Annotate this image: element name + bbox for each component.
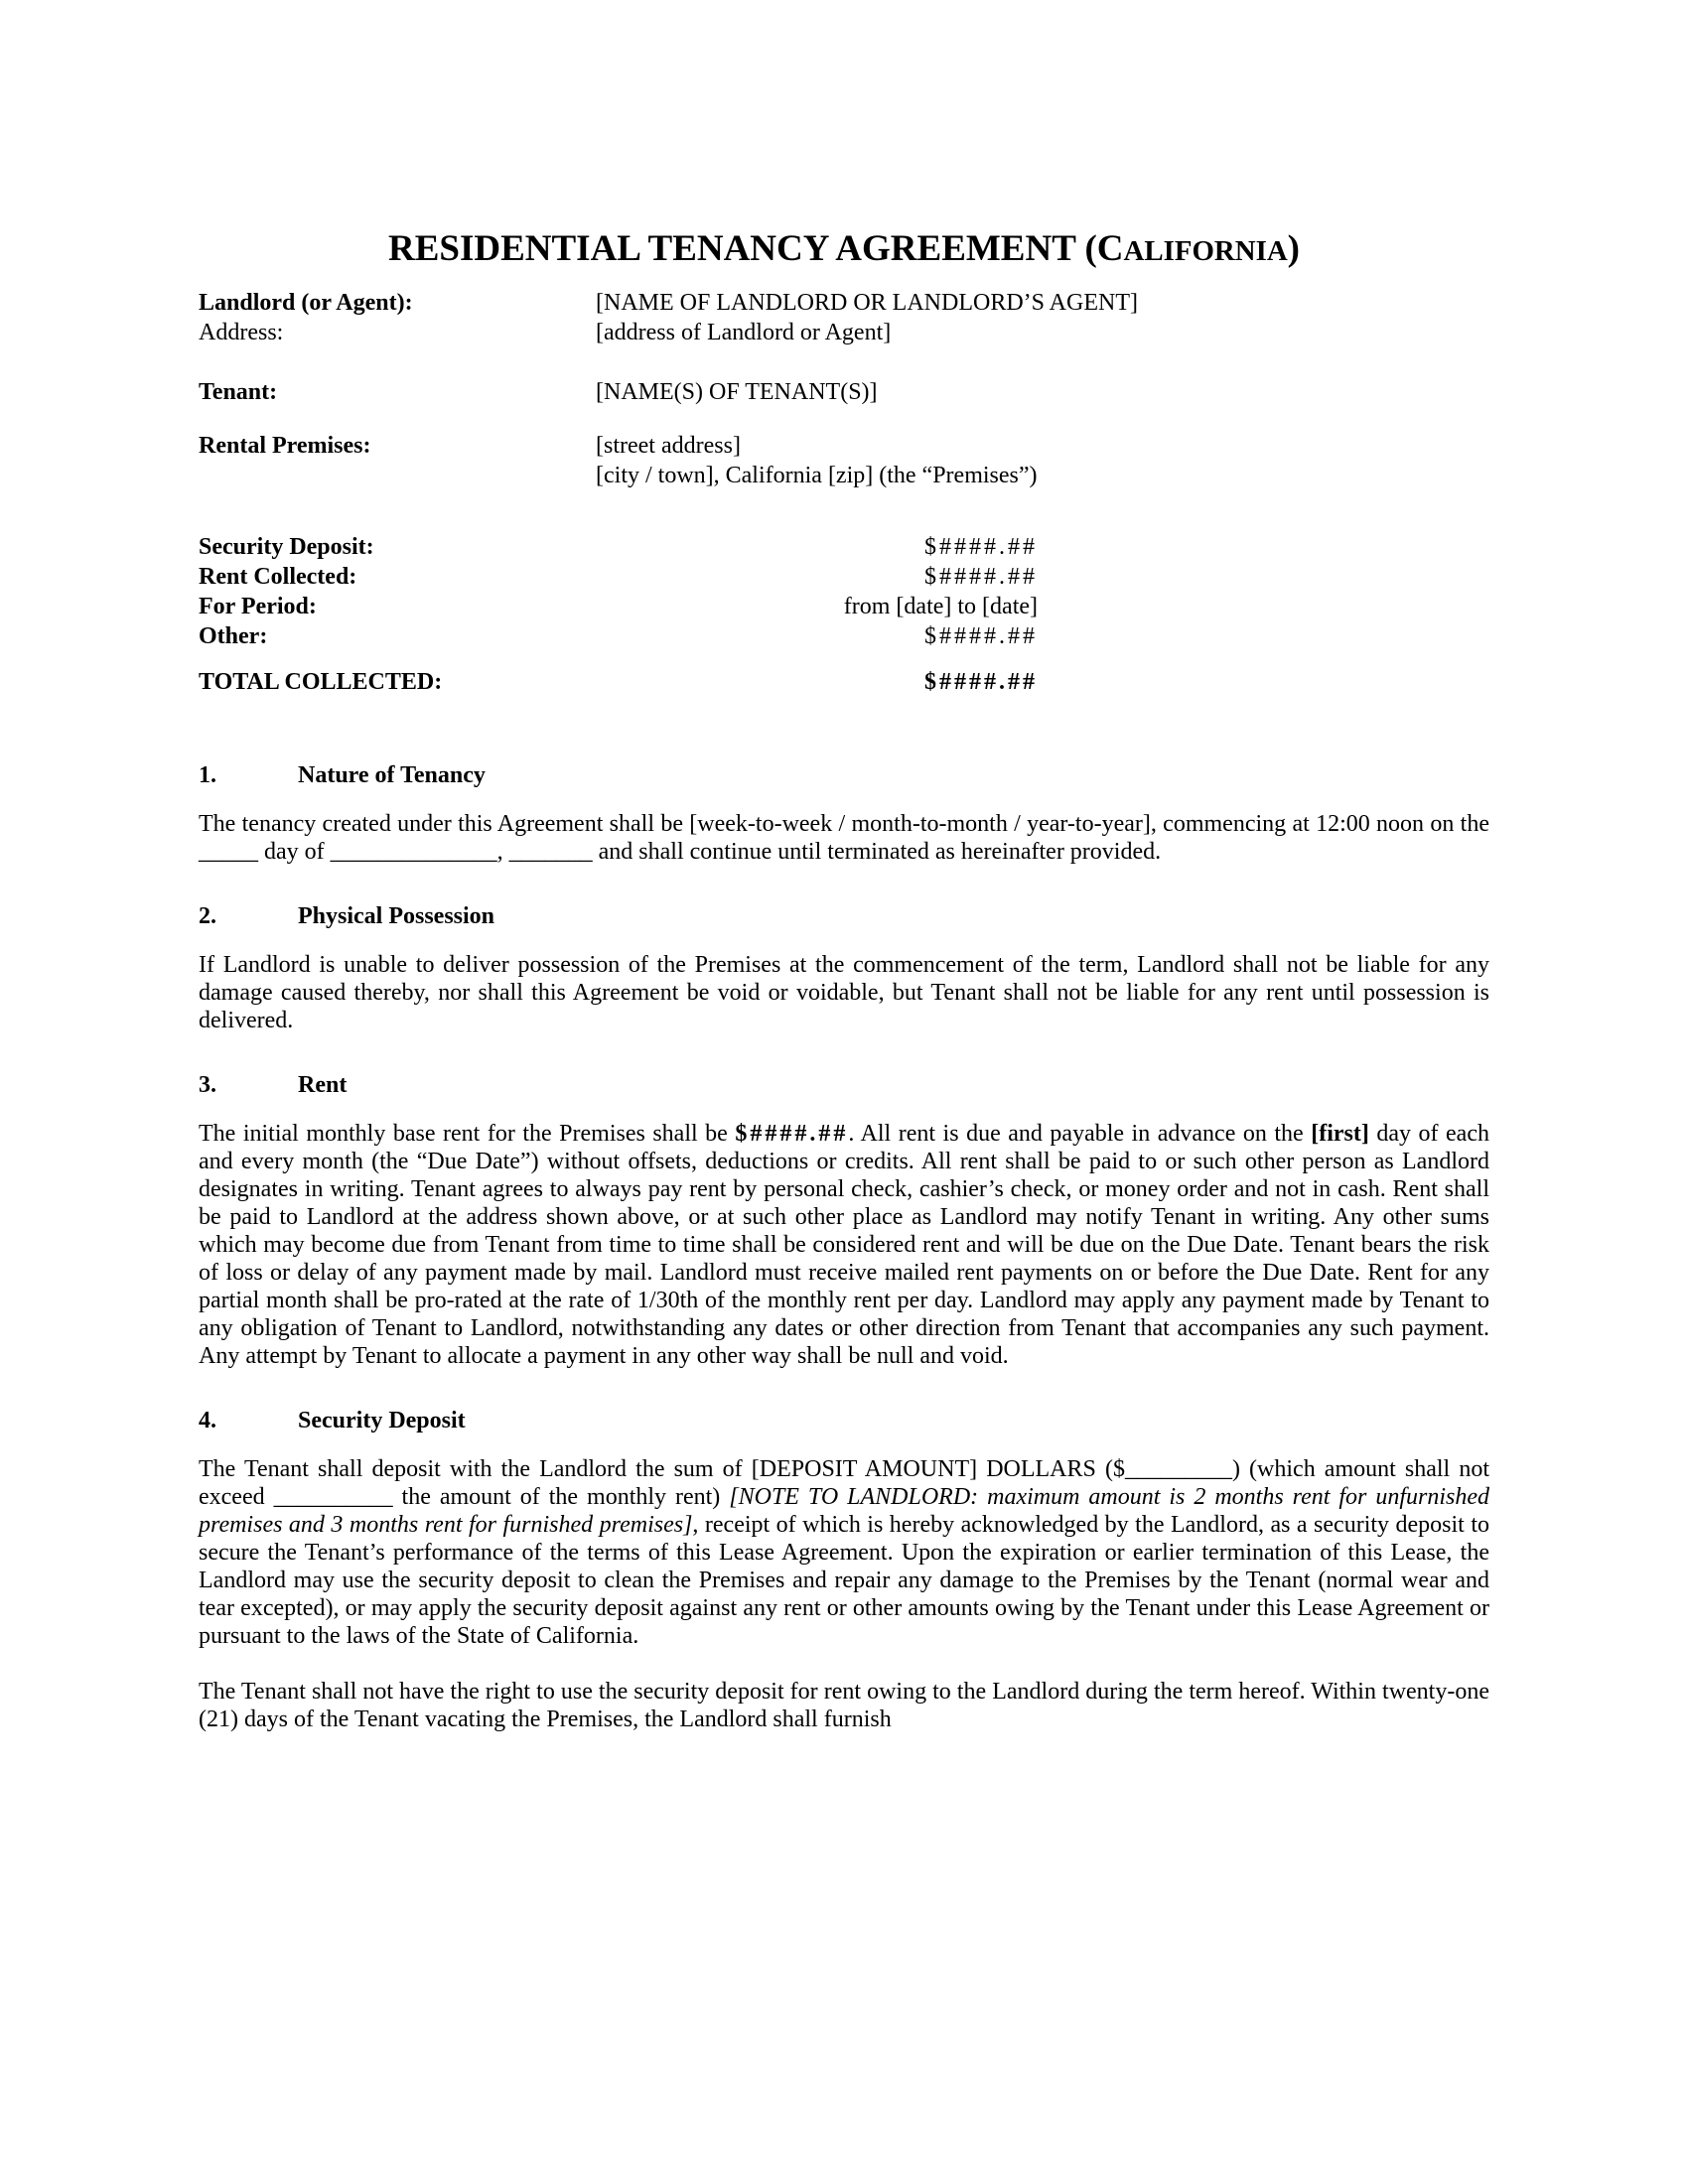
- field-row-tenant: [199, 377, 1489, 407]
- address-label: Address:: [199, 320, 284, 345]
- rent-collected-value: $####.##: [924, 564, 1038, 590]
- field-row-for-period: [199, 592, 1489, 621]
- security-deposit-value: $####.##: [924, 534, 1038, 560]
- document-title: [199, 226, 1489, 274]
- premises-street-value: [street address]: [596, 433, 741, 459]
- section-3-heading: [199, 1070, 1489, 1100]
- for-period-value: from [date] to [date]: [843, 594, 1038, 619]
- section-1-number: 1.: [199, 762, 216, 788]
- rent-collected-label: Rent Collected:: [199, 564, 357, 590]
- section-4-number: 4.: [199, 1408, 216, 1433]
- section-3-body: [199, 1120, 1489, 1370]
- paragraph: The Tenant shall not have the right to use the security deposit for rent owing to the Landlord during the term hereof. Within twenty-one (21) days of the Tenant vacating the Premises, the Landlord shall furnish: [199, 1679, 1489, 1732]
- parties-and-financials-block: [199, 288, 1489, 697]
- section-1-body: [199, 810, 1489, 866]
- section-nature-of-tenancy: [199, 760, 1489, 866]
- field-row-premises-city: [199, 461, 1489, 490]
- total-collected-value: $####.##: [924, 669, 1038, 695]
- field-row-premises: [199, 431, 1489, 461]
- tenant-value: [NAME(S) OF TENANT(S)]: [596, 379, 878, 405]
- other-value: $####.##: [924, 623, 1038, 649]
- field-row-landlord: [199, 288, 1489, 318]
- field-row-security-deposit: [199, 532, 1489, 562]
- section-physical-possession: [199, 901, 1489, 1034]
- field-row-total-collected: [199, 667, 1489, 697]
- landlord-label: Landlord (or Agent):: [199, 290, 413, 316]
- paragraph: The Tenant shall deposit with the Landlord the sum of [DEPOSIT AMOUNT] DOLLARS ($_________) (which amount shall not exceed __________ the amount of the monthly rent) [NOTE TO LANDLORD: maximum amount is 2 months rent for unfurnished premises and 3 months rent for furnished premises], receipt of which is hereby acknowledged by the Landlord, as a security deposit to secure the Tenant’s performance of the terms of this Lease Agreement. Upon the expiration or earlier termination of this Lease, the Landlord may use the security deposit to clean the Premises and repair any damage to the Premises by the Tenant (normal wear and tear excepted), or may apply the security deposit against any rent or other amounts owing by the Tenant under this Lease Agreement or pursuant to the laws of the State of California.: [199, 1456, 1490, 1649]
- paragraph: The tenancy created under this Agreement shall be [week-to-week / month-to-month / year-to-year], commencing at 12:00 noon on the _____ day of ______________, _______ and shall continue until terminated as hereinafter provided.: [199, 811, 1489, 865]
- premises-city-spacer: [199, 461, 596, 490]
- field-row-address: [199, 318, 1489, 347]
- tenant-label: Tenant:: [199, 379, 278, 405]
- section-2-number: 2.: [199, 903, 216, 929]
- total-collected-label: TOTAL COLLECTED:: [199, 669, 443, 695]
- section-security-deposit: [199, 1406, 1489, 1733]
- title-suffix: ): [1287, 228, 1300, 269]
- premises-city-value: [city / town], California [zip] (the “Premises”): [596, 463, 1038, 488]
- section-2-body: [199, 951, 1489, 1034]
- section-rent: [199, 1070, 1489, 1370]
- title-smallcaps: ALIFORNIA: [1123, 235, 1288, 267]
- section-2-heading: [199, 901, 1489, 931]
- for-period-label: For Period:: [199, 594, 317, 619]
- paragraph: If Landlord is unable to deliver possession of the Premises at the commencement of the term, Landlord shall not be liable for any damage caused thereby, nor shall this Agreement be void or voidable, but Tenant shall not be liable for any rent until possession is delivered.: [199, 952, 1489, 1033]
- landlord-value: [NAME OF LANDLORD OR LANDLORD’S AGENT]: [596, 290, 1138, 316]
- title-prefix: RESIDENTIAL TENANCY AGREEMENT (C: [388, 228, 1124, 269]
- premises-label: Rental Premises:: [199, 433, 371, 459]
- other-label: Other:: [199, 623, 268, 649]
- section-4-body: [199, 1455, 1489, 1733]
- section-3-title: Rent: [298, 1072, 348, 1098]
- section-1-title: Nature of Tenancy: [298, 762, 486, 788]
- field-row-rent-collected: [199, 562, 1489, 592]
- section-3-number: 3.: [199, 1072, 216, 1098]
- paragraph: The initial monthly base rent for the Premises shall be $####.##. All rent is due and payable in advance on the [first] day of each and every month (the “Due Date”) without offsets, deductions or credits. All rent shall be paid to or such other person as Landlord designates in writing. Tenant agrees to always pay rent by personal check, cashier’s check, or money order and not in cash. Rent shall be paid to Landlord at the address shown above, or at such other place as Landlord may notify Tenant in writing. Any other sums which may become due from Tenant from time to time shall be considered rent and will be due on the Due Date. Tenant bears the risk of loss or delay of any payment made by mail. Landlord must receive mailed rent payments on or before the Due Date. Rent for any partial month shall be pro-rated at the rate of 1/30th of the monthly rent per day. Landlord may apply any payment made by Tenant to any obligation of Tenant to Landlord, notwithstanding any dates or other direction from Tenant that accompanies any such payment. Any attempt by Tenant to allocate a payment in any other way shall be null and void.: [199, 1121, 1489, 1369]
- address-value: [address of Landlord or Agent]: [596, 320, 892, 345]
- section-4-heading: [199, 1406, 1489, 1435]
- security-deposit-label: Security Deposit:: [199, 534, 374, 560]
- section-4-title: Security Deposit: [298, 1408, 466, 1433]
- field-row-other: [199, 621, 1489, 651]
- section-1-heading: [199, 760, 1489, 790]
- section-2-title: Physical Possession: [298, 903, 495, 929]
